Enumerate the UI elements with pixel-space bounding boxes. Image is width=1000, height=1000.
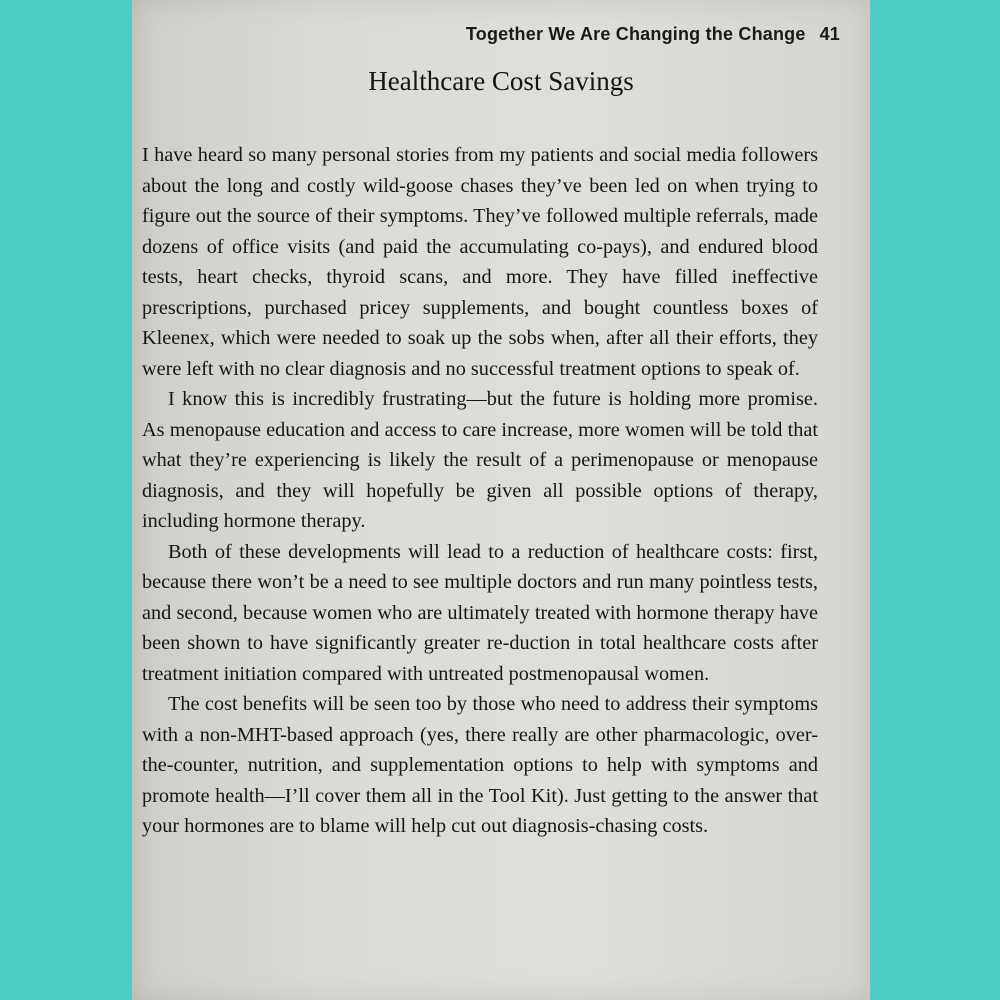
paragraph-3: Both of these developments will lead to a reduction of healthcare costs: first, because there won’t be a need to see multiple doctors and run many pointless tests, and second, because women who are ultimately treated with hormone therapy have been shown to have significantly greater re-duction in total healthcare costs after treatment initiation compared with untreated postmenopausal women. <box>142 540 818 685</box>
section-title: Healthcare Cost Savings <box>368 66 634 96</box>
body-text <box>142 140 818 842</box>
paragraph-4: The cost benefits will be seen too by those who need to address their symptoms with a non-MHT-based approach (yes, there really are other pharmacologic, over-the-counter, nutrition, and supplementation options to help with symptoms and promote health—I’ll cover them all in the Tool Kit). Just getting to the answer that your hormones are to blame will help cut out diagnosis-chasing costs. <box>142 693 818 837</box>
book-page <box>132 0 870 1000</box>
page-number: 41 <box>819 24 840 44</box>
paragraph-1: I have heard so many personal stories from my patients and social media followers about the long and costly wild-goose chases they’ve been led on when trying to figure out the source of their symptoms. They’ve followed multiple referrals, made dozens of office visits (and paid the accumulating co-pays), and endured blood tests, heart checks, thyroid scans, and more. They have filled ineffective prescriptions, purchased pricey supplements, and bought countless boxes of Kleenex, which were needed to soak up the sobs when, after all their efforts, they were left with no clear diagnosis and no successful treatment options to speak of. <box>142 144 818 380</box>
running-header <box>466 24 840 45</box>
running-title: Together We Are Changing the Change <box>465 24 806 44</box>
paragraph-2: I know this is incredibly frustrating—but the future is holding more promise. As menopause education and access to care increase, more women will be told that what they’re experiencing is likely the result of a perimenopause or menopause diagnosis, and they will hopefully be given all possible options of therapy, including hormone therapy. <box>142 388 818 532</box>
